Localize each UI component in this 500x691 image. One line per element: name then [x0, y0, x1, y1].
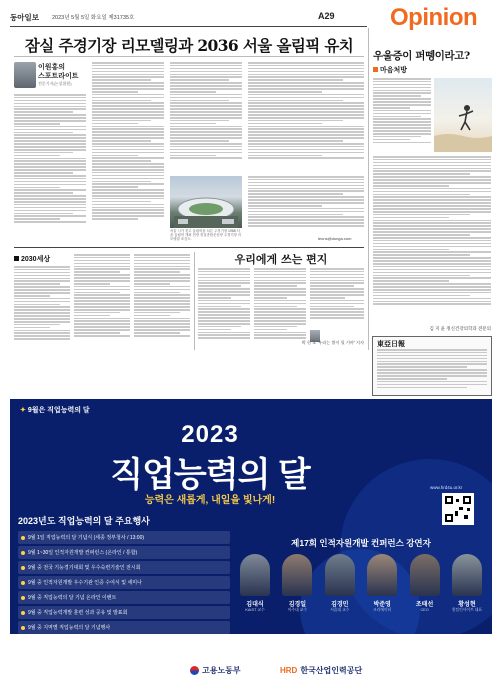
bullet-icon: [21, 551, 25, 555]
speaker-photo: [367, 554, 397, 596]
speaker-photo: [240, 554, 270, 596]
speaker-role: 서울대 교수: [330, 608, 350, 612]
ad-event-text: 9월 중 전국 기능경기대회 및 우수숙련기술인 전시회: [28, 565, 141, 571]
company-info-text: [377, 349, 487, 393]
ad-event-item: [18, 561, 230, 574]
ad-event-item: [18, 591, 230, 604]
column-divider: [194, 252, 195, 350]
column-2030-col-1: [14, 266, 70, 350]
ad-conference-title: 제17회 인적자원개발 컨퍼런스 강연자: [291, 538, 431, 548]
paper-name: 동아일보: [10, 13, 39, 22]
mid-column-col-1: [198, 268, 250, 350]
bullet-icon: [21, 611, 25, 615]
ad-event-item: [18, 531, 230, 544]
main-article-col-2: [92, 62, 164, 242]
ad-event-item: [18, 621, 230, 634]
speaker-photo: [410, 554, 440, 596]
ad-event-text: 9월 중 직업능력개발 훈련 성과 공유 및 발표회: [28, 610, 128, 616]
speaker-role: CEO: [420, 608, 429, 612]
ad-website[interactable]: www.hrd4u.or.kr: [430, 485, 463, 490]
main-article-col-1: [14, 94, 86, 242]
right-column-section-text: 마음처방: [380, 67, 408, 74]
photo-caption: 서울 시가 짓고 올림픽을 치른 주경기장 1988 서울 올림픽 개최 현장 잠실종합운동장 주경기장 리모델링 조감도.: [170, 229, 242, 242]
main-article-col-4: [248, 62, 364, 172]
ad-events-title: 2023년도 직업능력의 달 주요행사: [18, 516, 150, 526]
ad-event-text: 9월 1~30일 인적자원개발 컨퍼런스 (온라인 / 통합): [28, 550, 138, 556]
beach-illustration: [434, 78, 492, 152]
date-line: 2023년 5월 5일 화요일 제31735호: [52, 15, 135, 21]
mid-column-col-3: [310, 268, 364, 326]
right-column-text-2: [373, 156, 491, 322]
right-column-text-1: [373, 78, 431, 152]
bullet-icon: [21, 626, 25, 630]
qr-pattern: [445, 496, 471, 522]
sparkle-icon: ✦: [20, 407, 28, 414]
speaker-role: KAIST 교수: [245, 608, 265, 612]
bullet-icon: [21, 581, 25, 585]
right-column-section: [373, 65, 407, 75]
qr-code-icon[interactable]: [442, 493, 474, 525]
speaker-photo: [325, 554, 355, 596]
speaker-card: [321, 554, 359, 613]
opinion-logo-text: Opinion: [390, 4, 478, 31]
ad-tagline-text: 9월은 직업능력의 달: [27, 407, 90, 414]
speaker-photo: [282, 554, 312, 596]
ad-event-item: [18, 546, 230, 559]
ad-tagline: [20, 405, 90, 415]
ad-event-text: 9월 중 지역별 직업능력의 달 기념행사: [28, 625, 111, 631]
speaker-name: 조태선: [415, 602, 434, 608]
mid-column-byline: 박 헌 호 '우리는 별이 될 거야' 저자: [301, 340, 364, 345]
job-skills-ad: [10, 399, 492, 685]
author-photo: [14, 62, 36, 88]
mid-column-title: 우리에게 쓰는 편지: [234, 253, 328, 266]
speaker-role: 크리에이터: [373, 608, 392, 612]
speaker-card: [278, 554, 316, 613]
bullet-icon: [21, 566, 25, 570]
speaker-name: 김경일: [288, 602, 307, 608]
speaker-role: 아주대 교수: [287, 608, 308, 612]
speaker-name: 김대식: [246, 602, 264, 608]
company-logo: 東亞日報: [377, 339, 405, 348]
author-name: 이원홍의: [38, 64, 66, 71]
ad-event-item: [18, 576, 230, 589]
stadium-photo: [170, 176, 242, 228]
title-rule: [14, 56, 364, 57]
ad-event-text: 9월 중 직업능력의 달 기념 온라인 이벤트: [28, 595, 117, 601]
main-article-col-3: [170, 62, 242, 172]
ad-sponsor-1-text: 고용노동부: [202, 666, 241, 675]
person-on-beach-icon: [434, 78, 492, 152]
right-column-divider: [368, 28, 369, 350]
speaker-name: 황성현: [458, 602, 476, 608]
speaker-name: 김경민: [331, 602, 349, 608]
column-2030-label-text: 2030세상: [21, 256, 51, 263]
opinion-logo: [390, 4, 477, 32]
ad-sponsor-1: [190, 665, 241, 676]
square-bullet-icon: [373, 67, 378, 72]
speaker-card: [406, 554, 444, 613]
bullet-icon: [21, 536, 25, 540]
page-number: A29: [318, 11, 335, 21]
column-2030-label: [14, 254, 50, 264]
speaker-name: 박준영: [373, 602, 391, 608]
ad-event-text: 9월 중 인적자원개발 우수기관 인증 수여식 및 세미나: [28, 580, 142, 586]
right-column-question: 우울증이 퍼뗑이라고?: [373, 50, 470, 62]
author-email[interactable]: leons@donga.com: [318, 236, 352, 241]
bullet-icon: [21, 596, 25, 600]
main-article-col-4b: [248, 176, 364, 234]
speaker-card: [363, 554, 401, 613]
hrd-logo-icon: HRD: [280, 666, 298, 675]
column-2030-col-2: [74, 254, 130, 350]
ad-subheadline: 능력은 새롭게, 내일을 빛나게!: [144, 495, 276, 506]
column-2030-col-3: [134, 254, 190, 350]
ad-events-list: [18, 531, 230, 634]
masthead-rule: [10, 26, 367, 27]
stadium-illustration: [170, 176, 242, 228]
speaker-card: [448, 554, 486, 613]
ad-events-box: [18, 514, 230, 632]
taegeuk-icon: [190, 666, 199, 675]
ad-year: 2023: [181, 421, 239, 448]
mid-column-col-2: [254, 268, 306, 350]
ad-headline: 직업능력의 달: [110, 456, 310, 494]
right-column-author: 김 지 윤 정신건강의학과 전문의: [429, 326, 491, 331]
ad-event-text: 9월 1일 직업능력의 달 기념식 (세종 정부청사 / 13:00): [28, 535, 145, 541]
author-column: 스포트라이트: [38, 73, 79, 80]
speaker-card: [236, 554, 274, 613]
ad-sponsor-2: [280, 665, 362, 676]
author-title: 전문기자(논설위원): [38, 81, 72, 86]
ad-speakers-row: [236, 554, 486, 613]
company-info-box: [372, 336, 492, 396]
speaker-photo: [452, 554, 482, 596]
speaker-role: 퀀텀인사이트 대표: [451, 608, 483, 612]
ad-event-item: [18, 606, 230, 619]
main-bottom-rule: [14, 247, 364, 248]
ad-sponsor-2-text: 한국산업인력공단: [300, 666, 363, 675]
main-article-title: 잠실 주경기장 리모델링과 2036 서울 올림픽 유치: [24, 36, 354, 55]
square-bullet-icon: [14, 256, 19, 261]
ad-conference-box: [236, 537, 486, 632]
